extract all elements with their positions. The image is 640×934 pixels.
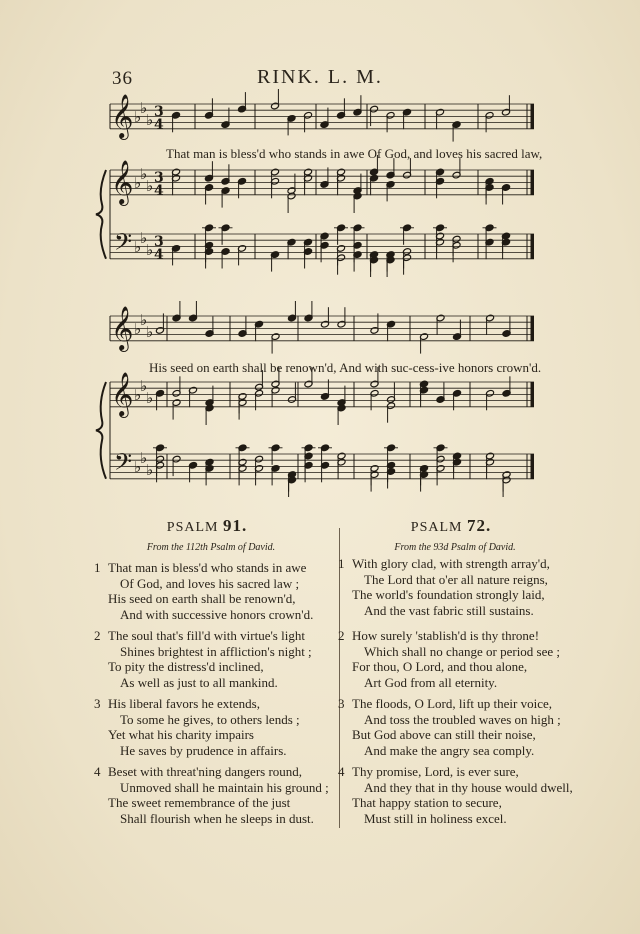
verse-line: To pity the distress'd inclined,	[108, 659, 264, 674]
final-bar	[531, 316, 535, 341]
verse-1	[338, 556, 550, 618]
verse-line: Beset with threat'ning dangers round,	[108, 764, 303, 779]
verse-line: As well as just to all mankind.	[120, 674, 278, 690]
verse-line: The soul that's fill'd with virtue's light	[108, 628, 305, 643]
verse-line: And make the angry sea comply.	[364, 742, 535, 758]
system-brace	[96, 382, 106, 479]
key-flat-icon: ♭	[140, 165, 148, 183]
left-psalm-subtitle: From the 112th Psalm of David.	[146, 542, 276, 553]
right-psalm-subtitle: From the 93d Psalm of David.	[394, 542, 516, 553]
treble-clef-icon: 𝄞	[111, 94, 134, 138]
verse-line: The floods, O Lord, lift up their voice,	[352, 696, 553, 711]
verse-number: 3	[94, 696, 101, 711]
final-bar	[531, 104, 535, 129]
treble-clef-icon: 𝄞	[111, 306, 134, 350]
key-flat-icon: ♭	[140, 229, 148, 247]
verse-line: And the vast fabric still sustains.	[364, 602, 534, 618]
right-psalm-number: 72.	[466, 516, 492, 535]
time-signature: 4	[154, 183, 164, 199]
system-brace	[96, 170, 106, 259]
key-flat-icon: ♭	[140, 449, 148, 467]
time-signature: 3	[154, 170, 164, 186]
key-flat-icon: ♭	[146, 111, 154, 129]
key-flat-icon: ♭	[134, 320, 142, 338]
verse-line: Shall flourish when he sleeps in dust.	[120, 810, 314, 826]
verse-line: Which shall no change or period see ;	[364, 643, 561, 659]
right-psalm-word: PSALM	[410, 520, 463, 535]
verse-number: 1	[338, 556, 345, 571]
verse-line: To some he gives, to others lends ;	[120, 711, 300, 727]
bass-clef-icon: 𝄢	[114, 228, 133, 261]
verse-line: Must still in holiness excel.	[364, 810, 507, 826]
final-bar	[531, 170, 535, 195]
treble-clef-icon: 𝄞	[111, 160, 134, 204]
verse-line: How surely 'stablish'd is thy throne!	[352, 628, 540, 643]
treble-clef-icon: 𝄞	[111, 372, 134, 416]
time-signature: 3	[154, 104, 164, 120]
key-flat-icon: ♭	[146, 461, 154, 479]
key-flat-icon: ♭	[140, 99, 148, 117]
bass-clef-icon: 𝄢	[114, 448, 133, 481]
key-flat-icon: ♭	[140, 377, 148, 395]
key-flat-icon: ♭	[134, 458, 142, 476]
verse-line: The Lord that o'er all nature reigns,	[364, 571, 548, 587]
verse-2	[338, 628, 561, 690]
verse-line: But God above can still their noise,	[352, 727, 536, 742]
verse-line: Of God, and loves his sacred law ;	[120, 575, 300, 591]
verse-number: 3	[338, 696, 345, 711]
key-flat-icon: ♭	[146, 389, 154, 407]
verse-line: The world's foundation strongly laid,	[352, 587, 545, 602]
verse-line: For thou, O Lord, and thou alone,	[352, 659, 528, 674]
verse-line: The sweet remembrance of the just	[108, 795, 291, 810]
time-signature: 4	[154, 247, 164, 263]
key-flat-icon: ♭	[146, 323, 154, 341]
final-bar	[531, 382, 535, 407]
verse-2	[94, 628, 312, 690]
verse-line: Art God from all eternity.	[364, 674, 498, 690]
key-flat-icon: ♭	[134, 386, 142, 404]
final-bar	[531, 454, 535, 479]
verse-line: Shines brightest in affliction's night ;	[120, 643, 312, 659]
verse-number: 2	[338, 628, 345, 643]
time-signature: 3	[154, 234, 164, 250]
key-flat-icon: ♭	[134, 108, 142, 126]
verse-number: 1	[94, 560, 101, 575]
system2-lyric: His seed on earth shall be renown'd, And with suc-cess-ive honors crown'd.	[149, 360, 542, 375]
verse-1	[94, 560, 314, 622]
verse-line: And with successive honors crown'd.	[120, 606, 314, 622]
verse-3	[94, 696, 300, 758]
verse-line: Thy promise, Lord, is ever sure,	[352, 764, 519, 779]
verse-number: 2	[94, 628, 101, 643]
verse-number: 4	[338, 764, 345, 779]
left-psalm-word: PSALM	[166, 520, 219, 535]
verse-line: And toss the troubled waves on high ;	[364, 711, 561, 727]
verse-line: He saves by prudence in affairs.	[120, 742, 287, 758]
verse-3	[338, 696, 561, 758]
time-signature: 4	[154, 117, 164, 133]
verse-line: His liberal favors he extends,	[108, 696, 260, 711]
system1-lyric: That man is bless'd who stands in awe Of God, and loves his sacred law,	[166, 146, 543, 161]
verse-line: That man is bless'd who stands in awe	[108, 560, 307, 575]
left-psalm-number: 91.	[222, 516, 248, 535]
tune-title: RINK. L. M.	[257, 66, 383, 88]
verse-number: 4	[94, 764, 101, 779]
verse-line: Yet what his charity impairs	[108, 727, 254, 742]
key-flat-icon: ♭	[134, 174, 142, 192]
key-flat-icon: ♭	[146, 177, 154, 195]
verse-line: Unmoved shall he maintain his ground ;	[120, 779, 329, 795]
final-bar	[531, 234, 535, 259]
key-flat-icon: ♭	[134, 238, 142, 256]
left-psalm-heading	[92, 516, 322, 536]
column-divider	[339, 528, 340, 828]
verse-line: And they that in thy house would dwell,	[364, 779, 573, 795]
right-psalm-heading	[336, 516, 566, 536]
verse-4	[94, 764, 329, 826]
verse-4	[338, 764, 573, 826]
verse-line: With glory clad, with strength array'd,	[352, 556, 550, 571]
page-number: 36	[112, 68, 133, 89]
verse-line: That happy station to secure,	[352, 795, 502, 810]
key-flat-icon: ♭	[146, 241, 154, 259]
key-flat-icon: ♭	[140, 311, 148, 329]
verse-line: His seed on earth shall be renown'd,	[108, 591, 296, 606]
